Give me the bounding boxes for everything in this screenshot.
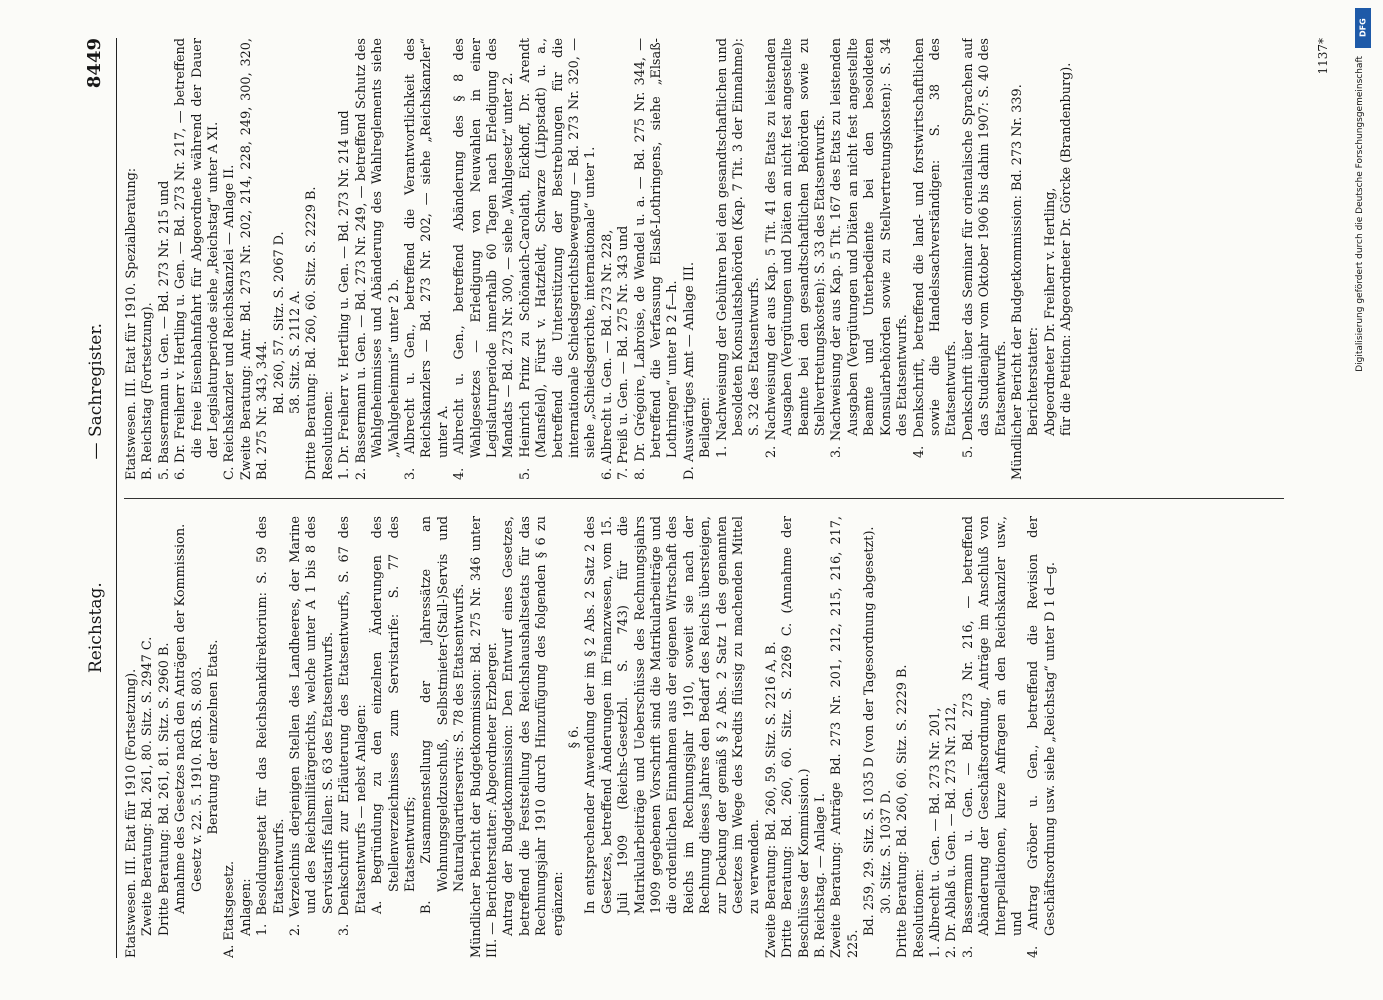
entry-line: Beratung der einzelnen Etats. bbox=[206, 639, 222, 835]
entry-line: Abgeordneter Dr. Freiherr v. Hertling, bbox=[1042, 187, 1058, 436]
entry-line: Resolutionen: bbox=[320, 390, 336, 480]
entry-line: In entsprechender Anwendung der im § 2 Abs. 2 Satz 2 des Gesetzes, betreffend Änderungen im Finanzwesen, vom 15. Juli 1909 (Reichs-Gesetzbl. S. 743) für die Matrikularbeiträge und Ueberschüsse des Rechnungsjahrs 1909 gegebenen Vorschrift sind die Matrikularbeiträge und die ordentlichen Einnahmen aus der eigenen Wirtschaft des Reichs im Rechnungsjahr 1910, soweit sie nach der Rechnung dieses Jahres den Bedarf des Reichs übersteigen, zur Deckung der gemäß § 2 Abs. 2 Satz 1 des genannten Gesetzes im Wege des Kredits flüssig zu machenden Mittel zu verwenden. bbox=[583, 516, 763, 914]
entry-line: Bd. 260, 57. Sitz. S. 2067 D. bbox=[271, 231, 287, 414]
header-rule bbox=[116, 38, 117, 958]
entry-line: Etatswesen. III. Etat für 1910. Spezialberatung: bbox=[124, 167, 139, 480]
entry-line: Beilagen: bbox=[698, 396, 714, 458]
entry-line: 2. Nachweisung der aus Kap. 5 Tit. 41 des Etats zu leistenden Ausgaben (Vergütungen und Diäten an nicht fest angestellte Beamte bei den gesandtschaftlichen Behörden sowie zu Stellvertretungskosten): S. 33 des Etatsentwurfs. bbox=[763, 38, 829, 458]
entry-line: B. Zusammenstellung der Jahressätze an Wohnungsgeldzuschuß, Selbstmieter-(Stall-)Servis und Naturalquartierservis: S. 78 des Etatsentwurfs. bbox=[419, 516, 468, 914]
entry-line: Mündlicher Bericht der Budgetkommission: Bd. 275 Nr. 346 unter III. — Berichterstatter: Abgeordneter Erzberger. bbox=[468, 516, 500, 958]
entry-line: Bd. 259, 29. Sitz. S. 1035 D (von der Tagesordnung abgesetzt). bbox=[862, 526, 878, 936]
entry-line: A. Etatsgesetz. bbox=[222, 860, 238, 958]
entry-line: 2. Verzeichnis derjenigen Stellen des Landheeres, der Marine und des Reichsmilitärgerichts, welche unter A 1 bis 8 des Servistarifs fallen: S. 63 des Etatsentwurfs. bbox=[288, 516, 336, 936]
entry-line: 2. Bassermann u. Gen. — Bd. 273 Nr. 249, — betreffend Schutz des Wahlgeheimnisses und Abänderung des Wahlreglements siehe „Wahlgeheimnis“ unter 2 b. bbox=[353, 38, 402, 480]
funding-note: Digitalisierung gefördert durch die Deutsche Forschungsgemeinschaft bbox=[1355, 56, 1365, 372]
entry-line: 3. Denkschrift zur Erläuterung des Etatsentwurfs, S. 67 des Etatsentwurfs — nebst Anlagen: bbox=[337, 516, 369, 936]
entry-line: 8. Dr. Grégoire, Labroise, de Wendel u. a. — Bd. 275 Nr. 344, — betreffend die Verfassung Elsaß-Lothringens, siehe „Elsaß-Lothringen“ unter B 2 f—h. bbox=[632, 38, 681, 480]
left-column bbox=[124, 516, 1324, 958]
entry-line: 7. Preiß u. Gen. — Bd. 275 Nr. 343 und bbox=[616, 225, 632, 480]
entry-line: 1. Dr. Freiherr v. Hertling u. Gen. — Bd. 273 Nr. 214 und bbox=[337, 110, 353, 480]
register-page bbox=[80, 38, 1330, 958]
entry-line: Zweite Beratung: Antr. Bd. 273 Nr. 202, 214, 228, 249, 300, 320, Bd. 275 Nr. 343, 344. bbox=[238, 38, 271, 480]
entry-line: 3. Albrecht u. Gen., betreffend die Verantwortlichkeit des Reichskanzlers — Bd. 273 Nr. 202, — siehe „Reichskanzler“ unter A. bbox=[402, 38, 451, 480]
entry-line: Dritte Beratung: Bd. 260, 60. Sitz. S. 2229 B. bbox=[895, 664, 911, 958]
page-number: 8449 bbox=[84, 38, 105, 89]
entry-line: 1. Nachweisung der Gebühren bei den gesandtschaftlichen und besoldeten Konsulatsbehörden (Kap. 7 Tit. 3 der Einnahme): S. 32 des Etatsentwurfs. bbox=[714, 38, 763, 458]
header-left: Reichstag. bbox=[86, 582, 106, 673]
entry-line: 6. Albrecht u. Gen. — Bd. 273 Nr. 228, bbox=[599, 229, 615, 480]
column-divider bbox=[124, 498, 1284, 499]
dfg-logo: DFG bbox=[1355, 8, 1371, 48]
entry-line: 6. Dr. Freiherr v. Hertling u. Gen. — Bd. 273 Nr. 217, — betreffend die freie Eisenbahnfahrt für Abgeordnete während der Dauer der Legislaturperiode siehe „Reichstag“ unter A XI. bbox=[173, 38, 222, 480]
entry-line: 3. Bassermann u. Gen. — Bd. 273 Nr. 216, — betreffend Abänderung der Geschäftsordnung, Anträge im Anschluß von Interpellationen, kurze Anfragen an den Reichskanzler usw., und bbox=[960, 516, 1025, 958]
entry-line: Antrag der Budgetkommission: Den Entwurf eines Gesetzes, betreffend die Feststellung des Reichshaushaltsetats für das Rechnungsjahr 1910 durch Hinzufügung des folgenden § 6 zu ergänzen: bbox=[501, 516, 566, 936]
entry-line: Dritte Beratung: Bd. 260, 60. Sitz. S. 2269 C. (Annahme der Beschlüsse der Kommission.) bbox=[780, 516, 812, 958]
entry-line: Zweite Beratung: Bd. 261, 80. Sitz. S. 2947 C. bbox=[140, 636, 156, 936]
entry-line: 3. Nachweisung der aus Kap. 5 Tit. 167 des Etats zu leistenden Ausgaben (Vergütungen und Diäten an nicht fest angestellte Beamte und Unterbediente bei den besoldeten Konsularbehörden sowie zu Stellvertretungskosten): S. 34 des Etatsentwurfs. bbox=[829, 38, 911, 458]
entry-line: § 6. bbox=[566, 725, 582, 749]
entry-line: 4. Albrecht u. Gen., betreffend Abänderung des § 8 des Wahlgesetzes — Erledigung von Neuwahlen in einer Legislaturperiode innerhalb 60 Tagen nach Erledigung des Mandats — Bd. 273 Nr. 300, — siehe „Wahlgesetz“ unter 2. bbox=[452, 38, 517, 480]
entry-line: 58. Sitz. S. 2112 A. bbox=[288, 290, 304, 414]
entry-line: B. Reichstag. — Anlage I. bbox=[813, 793, 829, 958]
footer-number: 1137* bbox=[1316, 38, 1330, 75]
entry-line: Berichterstatter: bbox=[1026, 326, 1042, 436]
entry-line: Mündlicher Bericht der Budgetkommission: Bd. 273 Nr. 339. bbox=[1009, 84, 1025, 480]
entry-line: 5. Heinrich Prinz zu Schönaich-Carolath, Eickhoff, Dr. Arendt (Mansfeld), Fürst v. Hatzfeldt, Schwarze (Lippstadt) u. a., betreffend die Unterstützung der Bestrebungen für die internationale Schiedsgerichtsbewegung — Bd. 273 Nr. 320, — siehe „Schiedsgerichte, internationale“ unter 1. bbox=[517, 38, 599, 480]
entry-line: Dritte Beratung: Bd. 260, 60. Sitz. S. 2229 B. bbox=[304, 186, 320, 480]
entry-line: 5. Bassermann u. Gen. — Bd. 273 Nr. 215 und bbox=[156, 180, 172, 480]
entry-line: Zweite Beratung: Anträge Bd. 273 Nr. 201, 212, 215, 216, 217, 225. bbox=[829, 516, 861, 958]
entry-line: B. Reichstag (Fortsetzung). bbox=[140, 302, 156, 480]
entry-line: 30. Sitz. S. 1037 D. bbox=[878, 789, 894, 914]
header-right: — Sachregister. bbox=[86, 323, 106, 460]
entry-line: Resolutionen: bbox=[911, 868, 927, 958]
digitization-notice bbox=[1355, 8, 1377, 968]
entry-line: D. Auswärtiges Amt — Anlage III. bbox=[681, 261, 697, 480]
entry-line: Annahme des Gesetzes nach den Anträgen der Kommission. bbox=[173, 523, 189, 914]
entry-line: Gesetz v. 22. 5. 1910. RGB. S. 803. bbox=[189, 666, 205, 892]
entry-line: 4. Denkschrift, betreffend die land- und forstwirtschaftlichen sowie die Handelssachverständigen: S. 38 des Etatsentwurfs. bbox=[911, 38, 960, 458]
entry-line: für die Petition: Abgeordneter Dr. Görcke (Brandenburg). bbox=[1059, 62, 1075, 436]
entry-line: 2. Dr. Ablaß u. Gen. — Bd. 273 Nr. 212, bbox=[944, 702, 960, 958]
entry-line: 1. Albrecht u. Gen. — Bd. 273 Nr. 201, bbox=[927, 707, 943, 958]
entry-line: A. Begründung zu den einzelnen Änderungen des Stellenverzeichnisses zum Servistarife: S. 77 des Etatsentwurfs; bbox=[370, 516, 418, 914]
entry-line: 5. Denkschrift über das Seminar für orientalische Sprachen auf das Studienjahr vom Oktober 1906 bis dahin 1907: S. 40 des Etatsentwurfs. bbox=[960, 38, 1009, 458]
entry-line: Zweite Beratung: Bd. 260, 59. Sitz. S. 2216 A, B. bbox=[763, 641, 779, 958]
entry-line: C. Reichskanzler und Reichskanzlei — Anlage II. bbox=[222, 164, 238, 480]
entry-line: Etatswesen. III. Etat für 1910 (Fortsetzung). bbox=[124, 668, 139, 958]
page-header bbox=[80, 38, 116, 958]
entry-line: 4. Antrag Gröber u. Gen., betreffend die Revision der Geschäftsordnung usw. siehe „Reichstag“ unter D 1 d—g. bbox=[1026, 516, 1058, 958]
right-column bbox=[124, 38, 1324, 480]
entry-line: Anlagen: bbox=[238, 878, 254, 936]
entry-line: Dritte Beratung: Bd. 261, 81. Sitz. S. 2960 B. bbox=[156, 642, 172, 936]
entry-line: 1. Besoldungsetat für das Reichsbankdirektorium: S. 59 des Etatsentwurfs. bbox=[255, 516, 287, 936]
